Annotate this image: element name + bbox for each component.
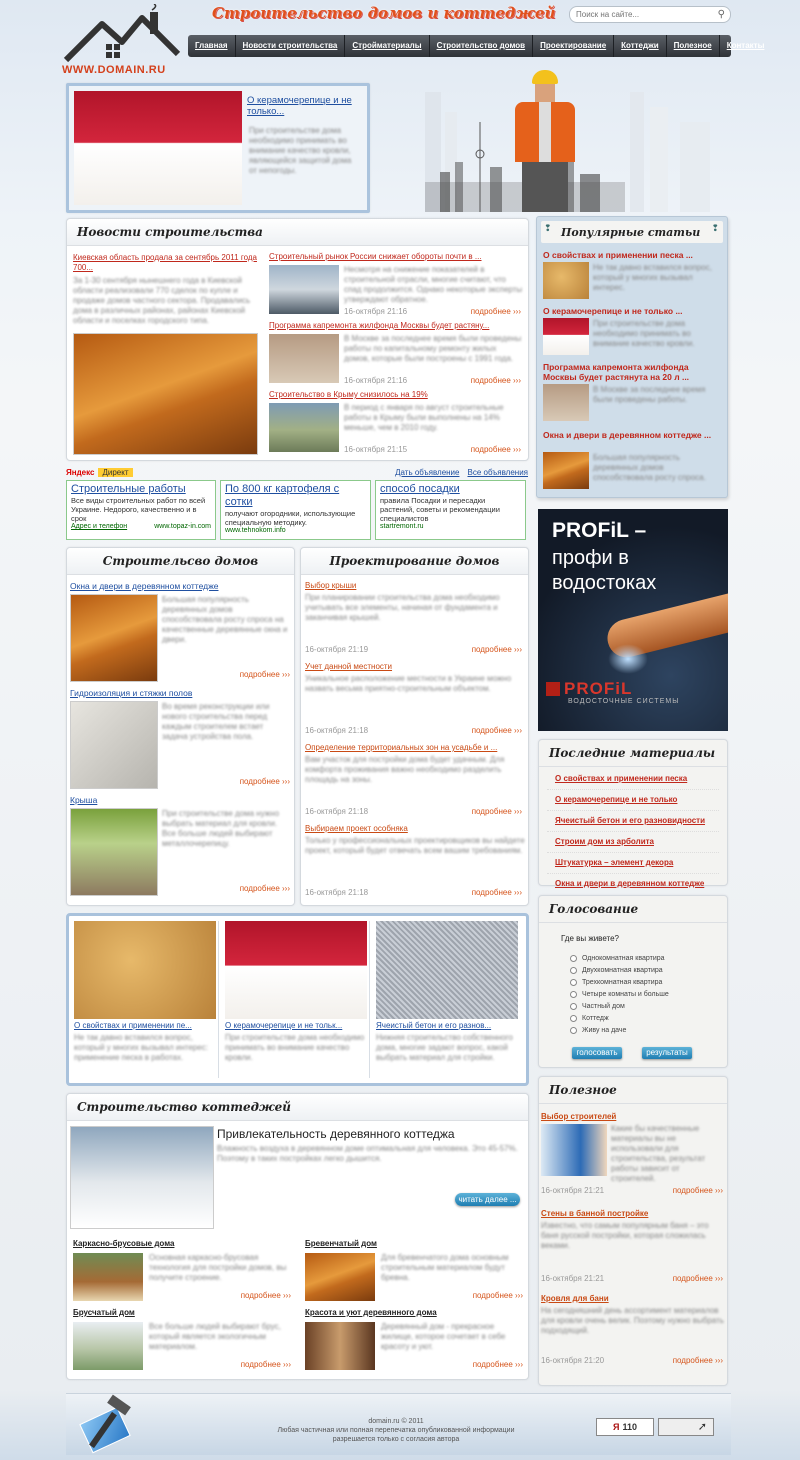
useful-item-text: Известно, что самым популярным баня – это баня русской постройки, которая сложилась веками.	[541, 1221, 709, 1250]
design-item-more[interactable]: подробнее ›››	[471, 807, 522, 816]
poll-option[interactable]: Четыре комнаты и больше	[570, 988, 669, 1000]
radio-button[interactable]	[570, 955, 577, 962]
gallery-text: Не так давно вставился вопрос, который у многих вызывал интерес: применение песка в работах.	[74, 1033, 208, 1062]
nav-contacts[interactable]: Контакты	[726, 41, 765, 50]
useful-item	[541, 1294, 727, 1379]
gallery-card	[225, 921, 370, 1078]
design-item-date: 16-октября 21:18	[305, 726, 369, 735]
design-item	[305, 662, 526, 743]
news-main-image[interactable]	[73, 333, 258, 455]
popular-item-title[interactable]: Окна и двери в деревянном коттедже ...	[543, 430, 712, 440]
latest-panel	[538, 739, 728, 886]
design-title: Проектирование домов	[301, 548, 528, 575]
profil-logo-icon	[546, 682, 560, 696]
footer	[66, 1393, 731, 1455]
nav-news[interactable]: Новости строительства	[236, 35, 346, 57]
gallery-image[interactable]	[225, 921, 367, 1019]
latest-title: Последние материалы	[539, 740, 727, 767]
house-item-more[interactable]: подробнее ›››	[239, 777, 290, 786]
cottage-item-text: Для бревенчатого дома основным строительным материалом будут бревна.	[381, 1253, 509, 1282]
popular-item-title[interactable]: О керамочерепице и не только ...	[543, 306, 683, 316]
results-button[interactable]: результаты	[642, 1047, 692, 1059]
house-item-text: Во время реконструкции или нового строительства перед каждым строителем встает задача устройства пола.	[162, 702, 270, 741]
site-slogan: Строительство домов и коттеджей	[212, 4, 556, 22]
cottage-item-text: Основная каркасно-брусовая технология для постройки домов, вы получите строение.	[149, 1253, 287, 1282]
news-main-text: За 1-30 сентября нынешнего года в Киевской области реализовали 770 сделок по купле и продаже домов частного сектора. Продавались дома в различных районах, районах Киевской области и поселках городского типа.	[73, 276, 251, 325]
featured-title[interactable]: О керамочерепице и не только...	[247, 95, 352, 117]
design-item-text: Вам участок для постройки дома будет удачным. Для комфорта проживания важно необходимо разделить площадь на зоны.	[305, 755, 505, 784]
popular-panel	[536, 216, 728, 498]
cottage-main-text: Влажность воздуха в деревянном доме оптимальная для человека. Это 45-57%. Поэтому в таких постройках легко дышится.	[217, 1144, 518, 1163]
radio-button[interactable]	[570, 1003, 577, 1010]
design-item-date: 16-октября 21:19	[305, 645, 369, 654]
design-item-title[interactable]: Учет данной местности	[305, 662, 393, 671]
pin-icon: ❢	[711, 223, 719, 233]
latest-item[interactable]: Ячеистый бетон и его разновидности	[547, 811, 719, 832]
cottage-item-text: Деревянный дом - прекрасное жилище, которое сочетает в себе красоту и уют.	[381, 1322, 506, 1351]
main-navigation	[188, 35, 765, 57]
useful-item-image[interactable]	[541, 1124, 607, 1176]
footer-copyright: domain.ru © 2011	[368, 1418, 424, 1425]
news-item-title[interactable]: Программа капремонта жилфонда Москвы будет растяну...	[269, 321, 490, 330]
house-item-image[interactable]	[70, 701, 158, 789]
news-item-more[interactable]: подробнее ›››	[470, 307, 521, 316]
news-item-image[interactable]	[269, 265, 339, 314]
useful-item	[541, 1112, 727, 1209]
popular-item	[543, 306, 723, 362]
design-item	[305, 743, 526, 824]
useful-item-text: На сегодняшний день ассортимент материалов для кровли очень велик. Поэтому нужно выбрать подходящий.	[541, 1306, 724, 1335]
popular-item	[543, 250, 723, 306]
cottage-item-image[interactable]	[305, 1253, 375, 1301]
popular-item-title[interactable]: О свойствах и применении песка ...	[543, 250, 693, 260]
popular-item	[543, 430, 723, 488]
gallery-title[interactable]: О керамочерепице и не тольк...	[225, 1021, 343, 1030]
useful-item-text: Какие бы качественные материалы вы не использовали для строительства, результат работы зависит от строителей.	[611, 1124, 706, 1182]
radio-button[interactable]	[570, 979, 577, 986]
news-item-title[interactable]: Строительство в Крыму снизилось на 19%	[269, 390, 428, 399]
counter-badge[interactable]	[658, 1418, 714, 1436]
ad-url[interactable]: www.topaz-in.com	[154, 523, 211, 530]
cottage-item-more[interactable]: подробнее ›››	[240, 1291, 291, 1300]
latest-item[interactable]: Строим дом из арболита	[547, 832, 719, 853]
popular-item-text: В Москве за последнее время были проведены работы.	[593, 385, 706, 404]
news-title: Новости строительства	[67, 219, 528, 246]
poll-option[interactable]: Трехкомнатная квартира	[570, 976, 669, 988]
banner-line3: водостоках	[552, 572, 657, 594]
useful-item-date: 16-октября 21:21	[541, 1186, 605, 1195]
vote-button[interactable]: голосовать	[572, 1047, 622, 1059]
house-item	[70, 581, 292, 688]
news-item-text: В Москве за последнее время были проведены работы по капитальному ремонту жилых домов, которые были построены с 1991 года.	[344, 334, 522, 363]
news-item-more[interactable]: подробнее ›››	[470, 376, 521, 385]
footer-line2: разрешается только с согласия автора	[332, 1436, 460, 1443]
design-item-text: При планировании строительства дома необходимо учитывать все элементы, начиная от фундамента и заканчивая крышей.	[305, 593, 500, 622]
poll-option[interactable]: Живу на даче	[570, 1024, 669, 1036]
water-splash	[608, 644, 648, 674]
house-item-title[interactable]: Гидроизоляция и стяжки полов	[70, 688, 193, 698]
all-ads-link[interactable]: Все объявления	[467, 467, 528, 477]
houses-panel	[66, 547, 295, 906]
search-icon[interactable]: ⚲	[717, 9, 725, 20]
popular-title: Популярные статьи	[561, 226, 701, 239]
gallery-text: Нижняя строительство собственного дома, многие задают вопрос, какой выбрать материал для стройки.	[376, 1033, 513, 1062]
useful-item-title[interactable]: Выбор строителей	[541, 1112, 617, 1121]
news-item-date: 16-октября 21:16	[344, 376, 408, 385]
popular-item-image[interactable]	[543, 262, 589, 299]
latest-item[interactable]: Окна и двери в деревянном коттедже	[555, 879, 705, 888]
ad-text: Все виды строительных работ по всей Украине. Недорого, качественно и в срок	[71, 496, 206, 523]
gallery-title[interactable]: О свойствах и применении пе...	[74, 1021, 192, 1030]
radio-button[interactable]	[570, 967, 577, 974]
cottage-item-image[interactable]	[305, 1322, 375, 1370]
gallery-card	[74, 921, 219, 1078]
gallery-image[interactable]	[74, 921, 216, 1019]
design-item-title[interactable]: Выбор крыши	[305, 581, 357, 590]
poll-option[interactable]: Двухкомнатная квартира	[570, 964, 669, 976]
news-item-text: Несмотря на снижение показателей в строительной отрасли, многие считают, что спад продолжится. Однако некоторые эксперты утверждают обратное.	[344, 265, 523, 304]
useful-item-more[interactable]: подробнее ›››	[672, 1274, 723, 1283]
poll-title: Голосование	[539, 896, 727, 923]
ad-title[interactable]: способ посадки	[380, 483, 460, 495]
cottage-item	[305, 1239, 525, 1304]
useful-panel	[538, 1076, 728, 1386]
popular-item-image[interactable]	[543, 384, 589, 421]
house-item-text: Большая популярность деревянных домов способствовала росту спроса на качественные деревянные окна и двери.	[162, 595, 288, 644]
design-item-more[interactable]: подробнее ›››	[471, 726, 522, 735]
profil-banner[interactable]	[538, 509, 728, 731]
profil-brand: PROFiL	[546, 679, 632, 699]
poll-panel	[538, 895, 728, 1068]
popular-item-image[interactable]	[543, 452, 589, 489]
poll-option[interactable]: Коттедж	[570, 1012, 669, 1024]
cottage-item-image[interactable]	[73, 1322, 143, 1370]
useful-item-more[interactable]: подробнее ›››	[672, 1356, 723, 1365]
house-item-text: При строительстве дома нужно выбрать материал для кровли. Все больше людей выбирают металлочерепицу.	[162, 809, 280, 848]
popular-item-title[interactable]: Программа капремонта жилфонда Москвы будет растянута на 20 л ...	[543, 362, 690, 382]
news-panel	[66, 218, 529, 461]
houses-title: Строительсво домов	[67, 548, 294, 575]
popular-item-text: Не так давно вставился вопрос, который у многих вызывал интерес.	[593, 263, 712, 292]
design-item-date: 16-октября 21:18	[305, 807, 369, 816]
design-item-text: Только у профессиональных проектировщиков вы найдете проект, который будет отвечать всем вашим требованиям.	[305, 836, 525, 855]
design-panel	[300, 547, 529, 906]
read-more-button[interactable]: читать далее ...	[455, 1193, 520, 1206]
banner-sub: ВОДОСТОЧНЫЕ СИСТЕМЫ	[568, 698, 680, 705]
ad-title[interactable]: По 800 кг картофеля с сотки	[225, 483, 340, 508]
house-item	[70, 688, 292, 795]
house-item-image[interactable]	[70, 594, 158, 682]
useful-item-date: 16-октября 21:20	[541, 1356, 605, 1365]
radio-button[interactable]	[570, 991, 577, 998]
cottage-item-image[interactable]	[73, 1253, 143, 1301]
useful-item-title[interactable]: Стены в банной постройке	[541, 1209, 649, 1218]
cottage-item-more[interactable]: подробнее ›››	[472, 1291, 523, 1300]
ad-url[interactable]: www.tehnokom.info	[225, 527, 286, 534]
latest-item[interactable]: О керамочерепице и не только	[547, 790, 719, 811]
house-item-more[interactable]: подробнее ›››	[239, 884, 290, 893]
design-item-more[interactable]: подробнее ›››	[471, 645, 522, 654]
news-item-date: 16-октября 21:15	[344, 445, 408, 454]
poll-option[interactable]: Частный дом	[570, 1000, 669, 1012]
direct-ad[interactable]	[66, 480, 216, 540]
cottage-item-title[interactable]: Бревенчатый дом	[305, 1239, 377, 1248]
gallery-title[interactable]: Ячеистый бетон и его разнов...	[376, 1021, 492, 1030]
house-item-title[interactable]: Окна и двери в деревянном коттедже	[70, 581, 219, 591]
cottage-item-title[interactable]: Красота и уют деревянного дома	[305, 1308, 437, 1317]
cottage-item	[305, 1308, 525, 1373]
pin-icon: ❢	[544, 223, 552, 233]
news-item-title[interactable]: Строительный рынок России снижает обороты почти в ...	[269, 252, 482, 261]
popular-title-bar	[541, 221, 723, 243]
arrow-icon: ➚	[697, 1421, 707, 1433]
poll-option[interactable]: Однокомнатная квартира	[570, 952, 669, 964]
cottages-panel	[66, 1093, 529, 1380]
nav-design[interactable]: Проектирование	[533, 35, 614, 57]
nav-materials[interactable]: Стройматериалы	[345, 35, 429, 57]
news-main-title[interactable]: Киевская область продала за сентябрь 2011 года 700...	[73, 253, 257, 272]
latest-item[interactable]: Штукатурка – элемент декора	[547, 853, 719, 874]
search-input[interactable]	[570, 7, 705, 22]
news-item-date: 16-октября 21:16	[344, 307, 408, 316]
news-item	[269, 390, 525, 459]
footer-line1: Любая частичная или полная перепечатка опубликованной информации	[277, 1427, 515, 1434]
cottages-title: Строительство коттеджей	[67, 1094, 528, 1121]
banner-line2: профи в	[552, 547, 629, 569]
cottage-item-more[interactable]: подробнее ›››	[240, 1360, 291, 1369]
cottage-item	[73, 1239, 293, 1304]
ad-text: получают огородники, использующие специальную методику.	[225, 509, 356, 527]
counter-icon: Я	[613, 1422, 620, 1432]
ad-url[interactable]: startremont.ru	[380, 523, 424, 530]
give-ad-link[interactable]: Дать объявление	[395, 467, 460, 477]
popular-item-text: При строительстве дома необходимо принимать во внимание качество кровли.	[593, 319, 695, 348]
footer-tools-icon	[80, 1400, 140, 1452]
useful-item	[541, 1209, 727, 1294]
visit-counter[interactable]: Я 110	[596, 1418, 654, 1436]
gallery-text: При строительстве дома необходимо принимать во внимание качество кровли.	[225, 1033, 365, 1062]
nav-useful[interactable]: Полезное	[667, 35, 720, 57]
nav-house-building[interactable]: Строительство домов	[430, 35, 534, 57]
news-item-more[interactable]: подробнее ›››	[470, 445, 521, 454]
search-box[interactable]	[569, 6, 731, 23]
logo-text: WWW.DOMAIN.RU	[62, 64, 166, 76]
direct-ad[interactable]	[375, 480, 526, 540]
cottage-item-title[interactable]: Брусчатый дом	[73, 1308, 135, 1317]
useful-item-title[interactable]: Кровля для бани	[541, 1294, 609, 1303]
yandex-logo: Яндекс	[66, 467, 95, 477]
news-item	[269, 252, 525, 321]
gallery-strip	[66, 913, 529, 1086]
featured-image[interactable]	[74, 91, 242, 205]
design-item-more[interactable]: подробнее ›››	[471, 888, 522, 897]
featured-text: При строительстве дома необходимо принимать во внимание качество кровли, являющейся защитой дома от непогоды.	[249, 126, 352, 175]
nav-home[interactable]: Главная	[188, 35, 236, 57]
popular-item-image[interactable]	[543, 318, 589, 355]
latest-item[interactable]: О свойствах и применении песка	[547, 769, 719, 790]
house-logo-icon	[62, 4, 182, 64]
house-item	[70, 795, 292, 902]
popular-item	[543, 362, 723, 430]
gallery-card	[376, 921, 521, 1078]
gallery-image[interactable]	[376, 921, 518, 1019]
news-item-image[interactable]	[269, 334, 339, 383]
radio-button[interactable]	[570, 1027, 577, 1034]
hero-illustration	[380, 62, 730, 212]
featured-article	[66, 83, 370, 213]
house-item-more[interactable]: подробнее ›››	[239, 670, 290, 679]
design-item-title[interactable]: Определение территориальных зон на усадьбе и ...	[305, 743, 498, 752]
design-item-text: Уникальное расположение местности в Украине можно назвать весьма приятно-строительным объектом.	[305, 674, 512, 693]
useful-item-more[interactable]: подробнее ›››	[672, 1186, 723, 1195]
ad-title[interactable]: Строительные работы	[71, 483, 186, 495]
useful-title: Полезное	[539, 1077, 727, 1104]
radio-button[interactable]	[570, 1015, 577, 1022]
cottage-item-more[interactable]: подробнее ›››	[472, 1360, 523, 1369]
builder-figure	[510, 70, 580, 212]
cottage-item	[73, 1308, 293, 1373]
cottage-item-title[interactable]: Каркасно-брусовые дома	[73, 1239, 175, 1248]
design-item	[305, 581, 526, 662]
house-item-title[interactable]: Крыша	[70, 795, 98, 805]
news-item-image[interactable]	[269, 403, 339, 452]
useful-item-date: 16-октября 21:21	[541, 1274, 605, 1283]
nav-cottages[interactable]: Коттеджи	[614, 35, 667, 57]
news-item	[269, 321, 525, 390]
design-item-date: 16-октября 21:18	[305, 888, 369, 897]
news-item-text: В период с января по август строительные работы в Крыму были выполнены на 14% меньше, чем в 2010 году.	[344, 403, 504, 432]
house-item-image[interactable]	[70, 808, 158, 896]
banner-line1: PROFiL –	[552, 519, 647, 542]
design-item	[305, 824, 526, 905]
ad-extra[interactable]: Адрес и телефон	[71, 523, 128, 530]
design-item-title[interactable]: Выбираем проект особняка	[305, 824, 408, 833]
ad-text: правила Посадки и пересадки растений, советы и рекомендации специалистов	[380, 496, 500, 523]
direct-label: Директ	[98, 468, 132, 477]
cottage-item-text: Все больше людей выбирают брус, который является экологичным материалом.	[149, 1322, 281, 1351]
cottage-main-title[interactable]: Привлекательность деревянного коттеджа	[217, 1127, 455, 1141]
logo[interactable]	[62, 4, 187, 76]
direct-ad[interactable]	[220, 480, 371, 540]
cottage-main-image[interactable]	[70, 1126, 214, 1229]
popular-item-text: Большая популярность деревянных домов способствовала росту спроса.	[593, 453, 706, 482]
poll-question: Где вы живете?	[561, 934, 619, 943]
yandex-direct	[66, 466, 528, 542]
